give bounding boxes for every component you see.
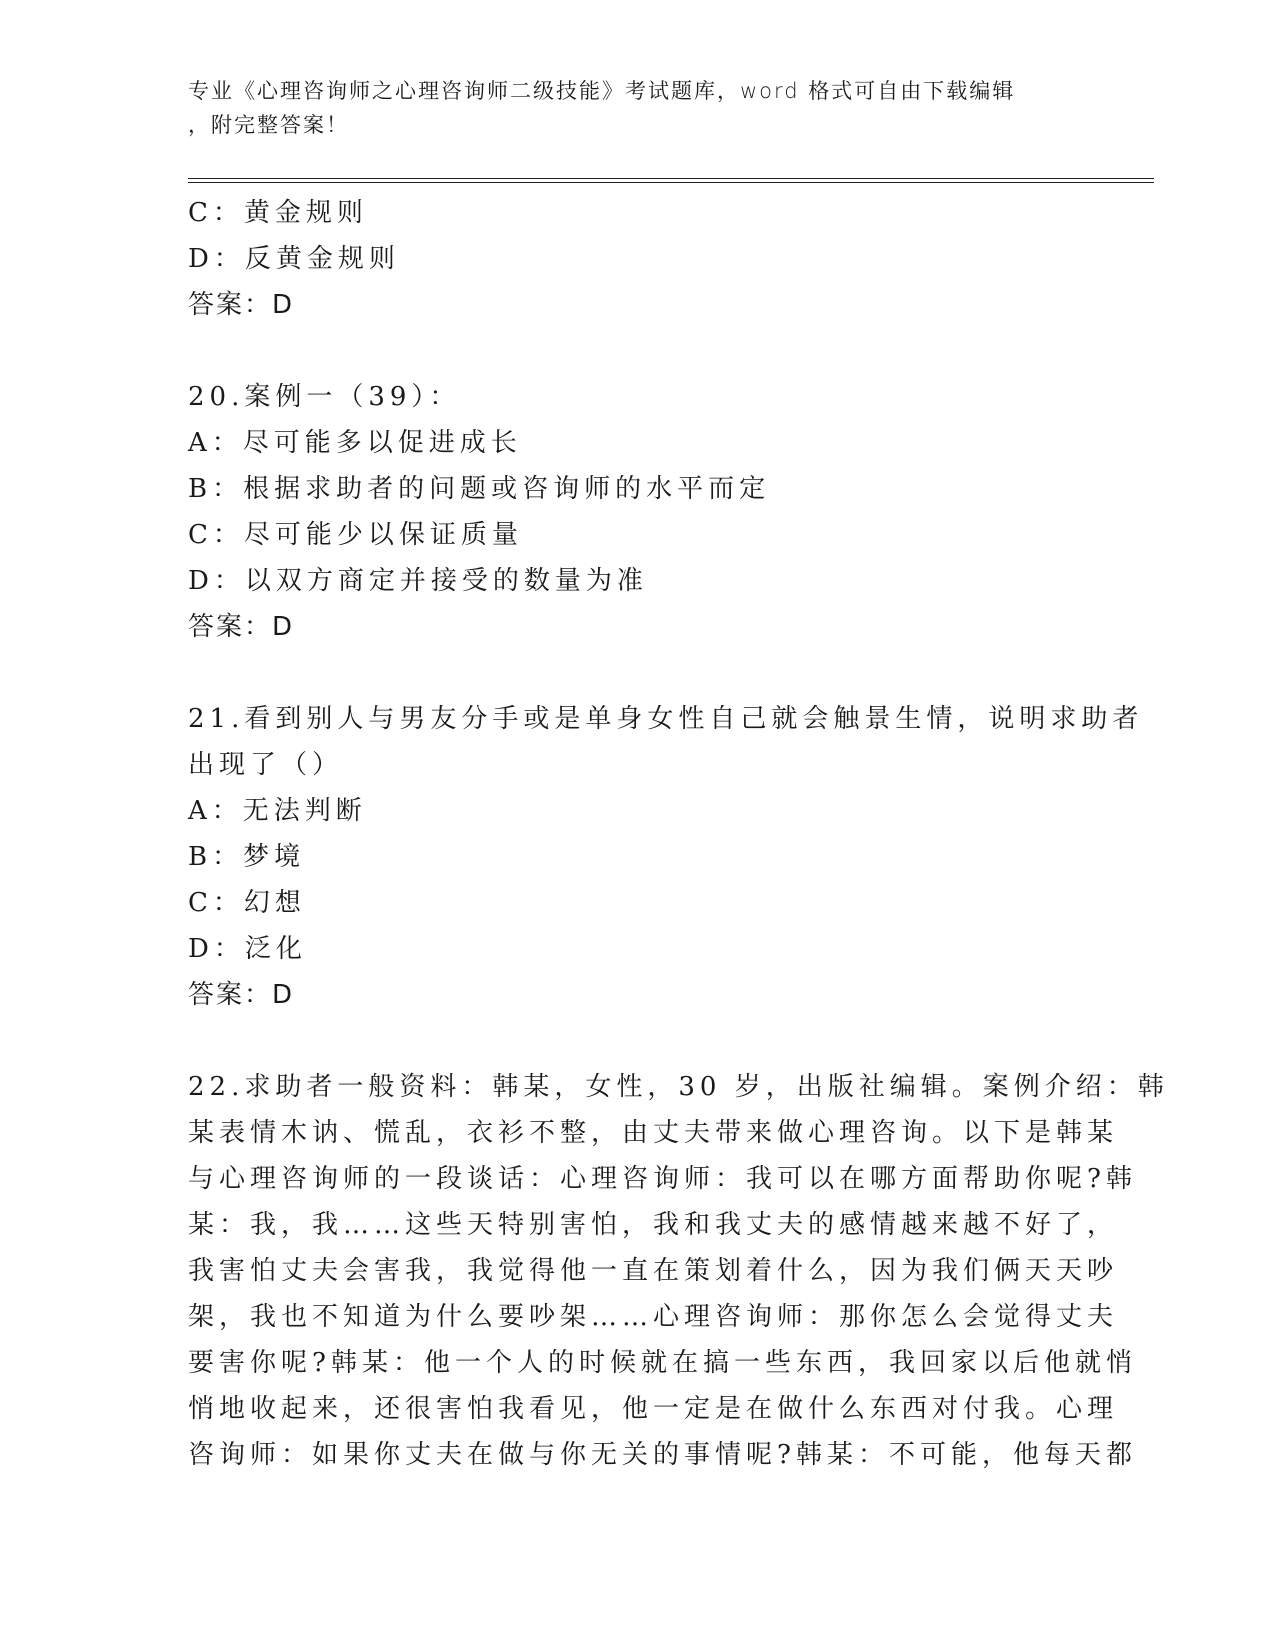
option-a: A：尽可能多以促进成长 <box>188 428 522 458</box>
header-title-line-2: ，附完整答案！ <box>188 113 349 137</box>
option-b: B：根据求助者的问题或咨询师的水平而定 <box>188 474 771 504</box>
question-stem-line-1: 21.看到别人与男友分手或是单身女性自己就会触景生情，说明求助者 <box>188 704 1144 734</box>
option-d: D：以双方商定并接受的数量为准 <box>188 566 648 596</box>
question-text-line: 咨询师：如果你丈夫在做与你无关的事情呢?韩某：不可能，他每天都 <box>188 1440 1137 1470</box>
option-c: C：尽可能少以保证质量 <box>188 520 523 550</box>
question-text-line: 某：我，我……这些天特别害怕，我和我丈夫的感情越来越不好了， <box>188 1210 1119 1240</box>
question-text-line: 某表情木讷、慌乱，衣衫不整，由丈夫带来做心理咨询。以下是韩某 <box>188 1118 1119 1148</box>
spacer <box>188 650 1088 696</box>
question-20 <box>188 374 1088 650</box>
question-stem: 20.案例一（39）： <box>188 382 461 412</box>
question-text-line: 与心理咨询师的一段谈话：心理咨询师：我可以在哪方面帮助你呢?韩 <box>188 1164 1137 1194</box>
answer-line: 答案：D <box>188 980 295 1010</box>
option-b: B：梦境 <box>188 842 306 872</box>
question-text-line: 要害你呢?韩某：他一个人的时候就在搞一些东西，我回家以后他就悄 <box>188 1348 1137 1378</box>
question-21 <box>188 696 1144 1018</box>
question-text-line: 我害怕丈夫会害我，我觉得他一直在策划着什么，因为我们俩天天吵 <box>188 1256 1119 1286</box>
question-22 <box>188 1064 1169 1478</box>
option-d: D：反黄金规则 <box>188 244 400 274</box>
question-stem-line-2: 出现了（） <box>188 750 344 780</box>
answer-line: 答案：D <box>188 612 295 642</box>
spacer <box>188 328 1088 374</box>
answer-line: 答案：D <box>188 290 295 320</box>
question-list <box>188 190 1169 1478</box>
option-a: A：无法判断 <box>188 796 367 826</box>
header-divider-top <box>188 178 1154 179</box>
page-header <box>188 74 1068 142</box>
question-text-line: 架，我也不知道为什么要吵架……心理咨询师：那你怎么会觉得丈夫 <box>188 1302 1119 1332</box>
option-d: D：泛化 <box>188 934 307 964</box>
header-divider-bottom <box>188 182 1154 183</box>
question-19 <box>188 190 1088 328</box>
question-text-line: 22.求助者一般资料：韩某，女性，30 岁，出版社编辑。案例介绍：韩 <box>188 1072 1169 1102</box>
spacer <box>188 1018 1088 1064</box>
question-text-line: 悄地收起来，还很害怕我看见，他一定是在做什么东西对付我。心理 <box>188 1394 1119 1424</box>
option-c: C：幻想 <box>188 888 306 918</box>
header-title-line-1: 专业《心理咨询师之心理咨询师二级技能》考试题库，word 格式可自由下载编辑 <box>188 79 1016 103</box>
option-c: C：黄金规则 <box>188 198 368 228</box>
